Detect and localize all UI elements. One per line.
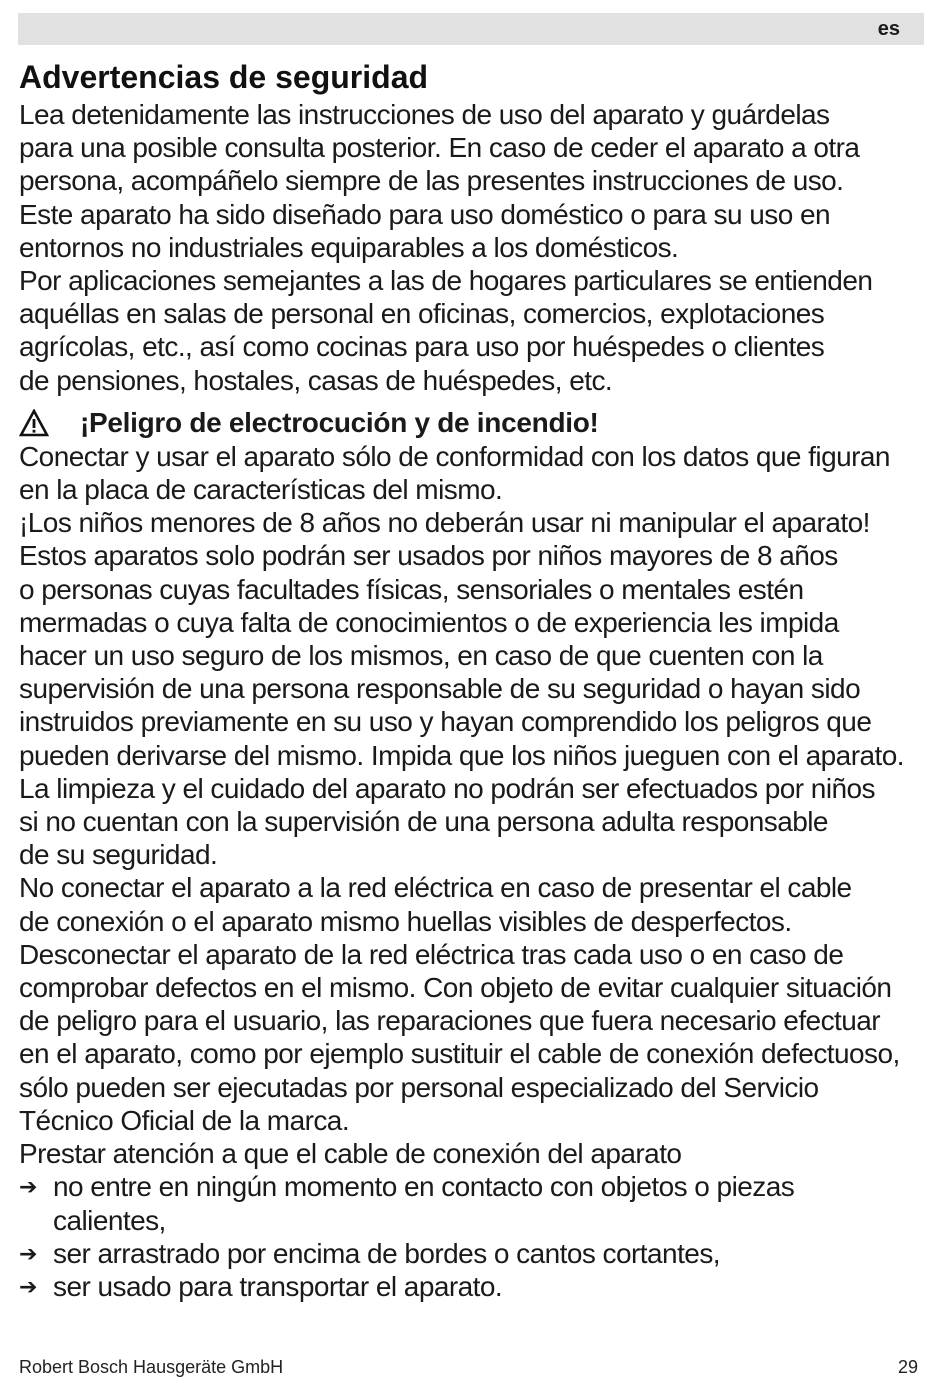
text-line: Conectar y usar el aparato sólo de conformidad con los datos que figuran [19, 440, 890, 472]
bullet-item [19, 1170, 929, 1236]
text-line: de peligro para el usuario, las reparaciones que fuera necesario efectuar [19, 1005, 881, 1037]
bullet-item [19, 1270, 929, 1303]
text-line: si no cuentan con la supervisión de una persona adulta responsable [19, 806, 828, 838]
text-line: en la placa de características del mismo. [19, 474, 503, 506]
warning-triangle-icon [19, 409, 49, 437]
text-line: Desconectar el aparato de la red eléctrica tras cada uso o en caso de [19, 938, 844, 970]
text-line: entornos no industriales equiparables a los domésticos. [19, 231, 679, 263]
text-line: para una posible consulta posterior. En caso de ceder el aparato a otra [19, 132, 860, 164]
text-line: agrícolas, etc., así como cocinas para uso por huéspedes o clientes [19, 331, 825, 363]
text-line: Prestar atención a que el cable de conexión del aparato [19, 1138, 682, 1170]
page-title: Advertencias de seguridad [19, 59, 429, 95]
arrow-right-icon: ➔ [19, 1174, 38, 1200]
text-line: o personas cuyas facultades físicas, sensoriales o mentales estén [19, 573, 804, 605]
arrow-right-icon: ➔ [19, 1240, 38, 1266]
warning-heading-text: ¡Peligro de electrocución y de incendio! [80, 406, 599, 438]
text-line: de pensiones, hostales, casas de huéspedes, etc. [19, 364, 613, 396]
text-line: sólo pueden ser ejecutadas por personal especializado del Servicio [19, 1071, 819, 1103]
text-line: hacer un uso seguro de los mismos, en caso de que cuenten con la [19, 640, 823, 672]
text-line: de conexión o el aparato mismo huellas visibles de desperfectos. [19, 905, 792, 937]
bullet-text-line: ser arrastrado por encima de bordes o cantos cortantes, [53, 1237, 721, 1269]
bullet-text-line: calientes, [53, 1204, 166, 1236]
warning-paragraph [19, 440, 929, 1170]
text-line: aquéllas en salas de personal en oficinas, comercios, explotaciones [19, 298, 825, 330]
language-code: es [877, 18, 900, 40]
text-line: Técnico Oficial de la marca. [19, 1104, 350, 1136]
text-line: No conectar el aparato a la red eléctrica en caso de presentar el cable [19, 872, 852, 904]
text-line: Por aplicaciones semejantes a las de hogares particulares se entienden [19, 265, 873, 297]
text-line: de su seguridad. [19, 839, 218, 871]
arrow-right-icon: ➔ [19, 1273, 38, 1299]
text-line: Este aparato ha sido diseñado para uso doméstico o para su uso en [19, 198, 831, 230]
text-line: La limpieza y el cuidado del aparato no podrán ser efectuados por niños [19, 772, 875, 804]
footer-company: Robert Bosch Hausgeräte GmbH [19, 1357, 284, 1377]
bullet-text-line: ser usado para transportar el aparato. [53, 1270, 503, 1302]
warning-heading [19, 406, 929, 440]
text-line: comprobar defectos en el mismo. Con objeto de evitar cualquier situación [19, 972, 892, 1004]
text-line: Lea detenidamente las instrucciones de uso del aparato y guárdelas [19, 99, 830, 130]
text-line: ¡Los niños menores de 8 años no deberán usar ni manipular el aparato! [19, 507, 870, 539]
text-line: Estos aparatos solo podrán ser usados por niños mayores de 8 años [19, 540, 838, 572]
text-line: pueden derivarse del mismo. Impida que los niños jueguen con el aparato. [19, 739, 904, 771]
text-line: supervisión de una persona responsable de su seguridad o hayan sido [19, 673, 861, 705]
bullet-list [19, 1170, 929, 1303]
text-line: instruidos previamente en su uso y hayan comprendido los peligros que [19, 706, 872, 738]
text-line: en el aparato, como por ejemplo sustituir el cable de conexión defectuoso, [19, 1038, 900, 1070]
language-bar [18, 13, 924, 45]
text-line: persona, acompáñelo siempre de las presentes instrucciones de uso. [19, 165, 844, 197]
text-line: mermadas o cuya falta de conocimientos o de experiencia les impida [19, 606, 839, 638]
bullet-text-line: no entre en ningún momento en contacto con objetos o piezas [53, 1171, 795, 1203]
footer-page-number: 29 [897, 1357, 918, 1377]
intro-paragraph [19, 98, 929, 397]
page-content [19, 56, 929, 1303]
bullet-item [19, 1237, 929, 1270]
